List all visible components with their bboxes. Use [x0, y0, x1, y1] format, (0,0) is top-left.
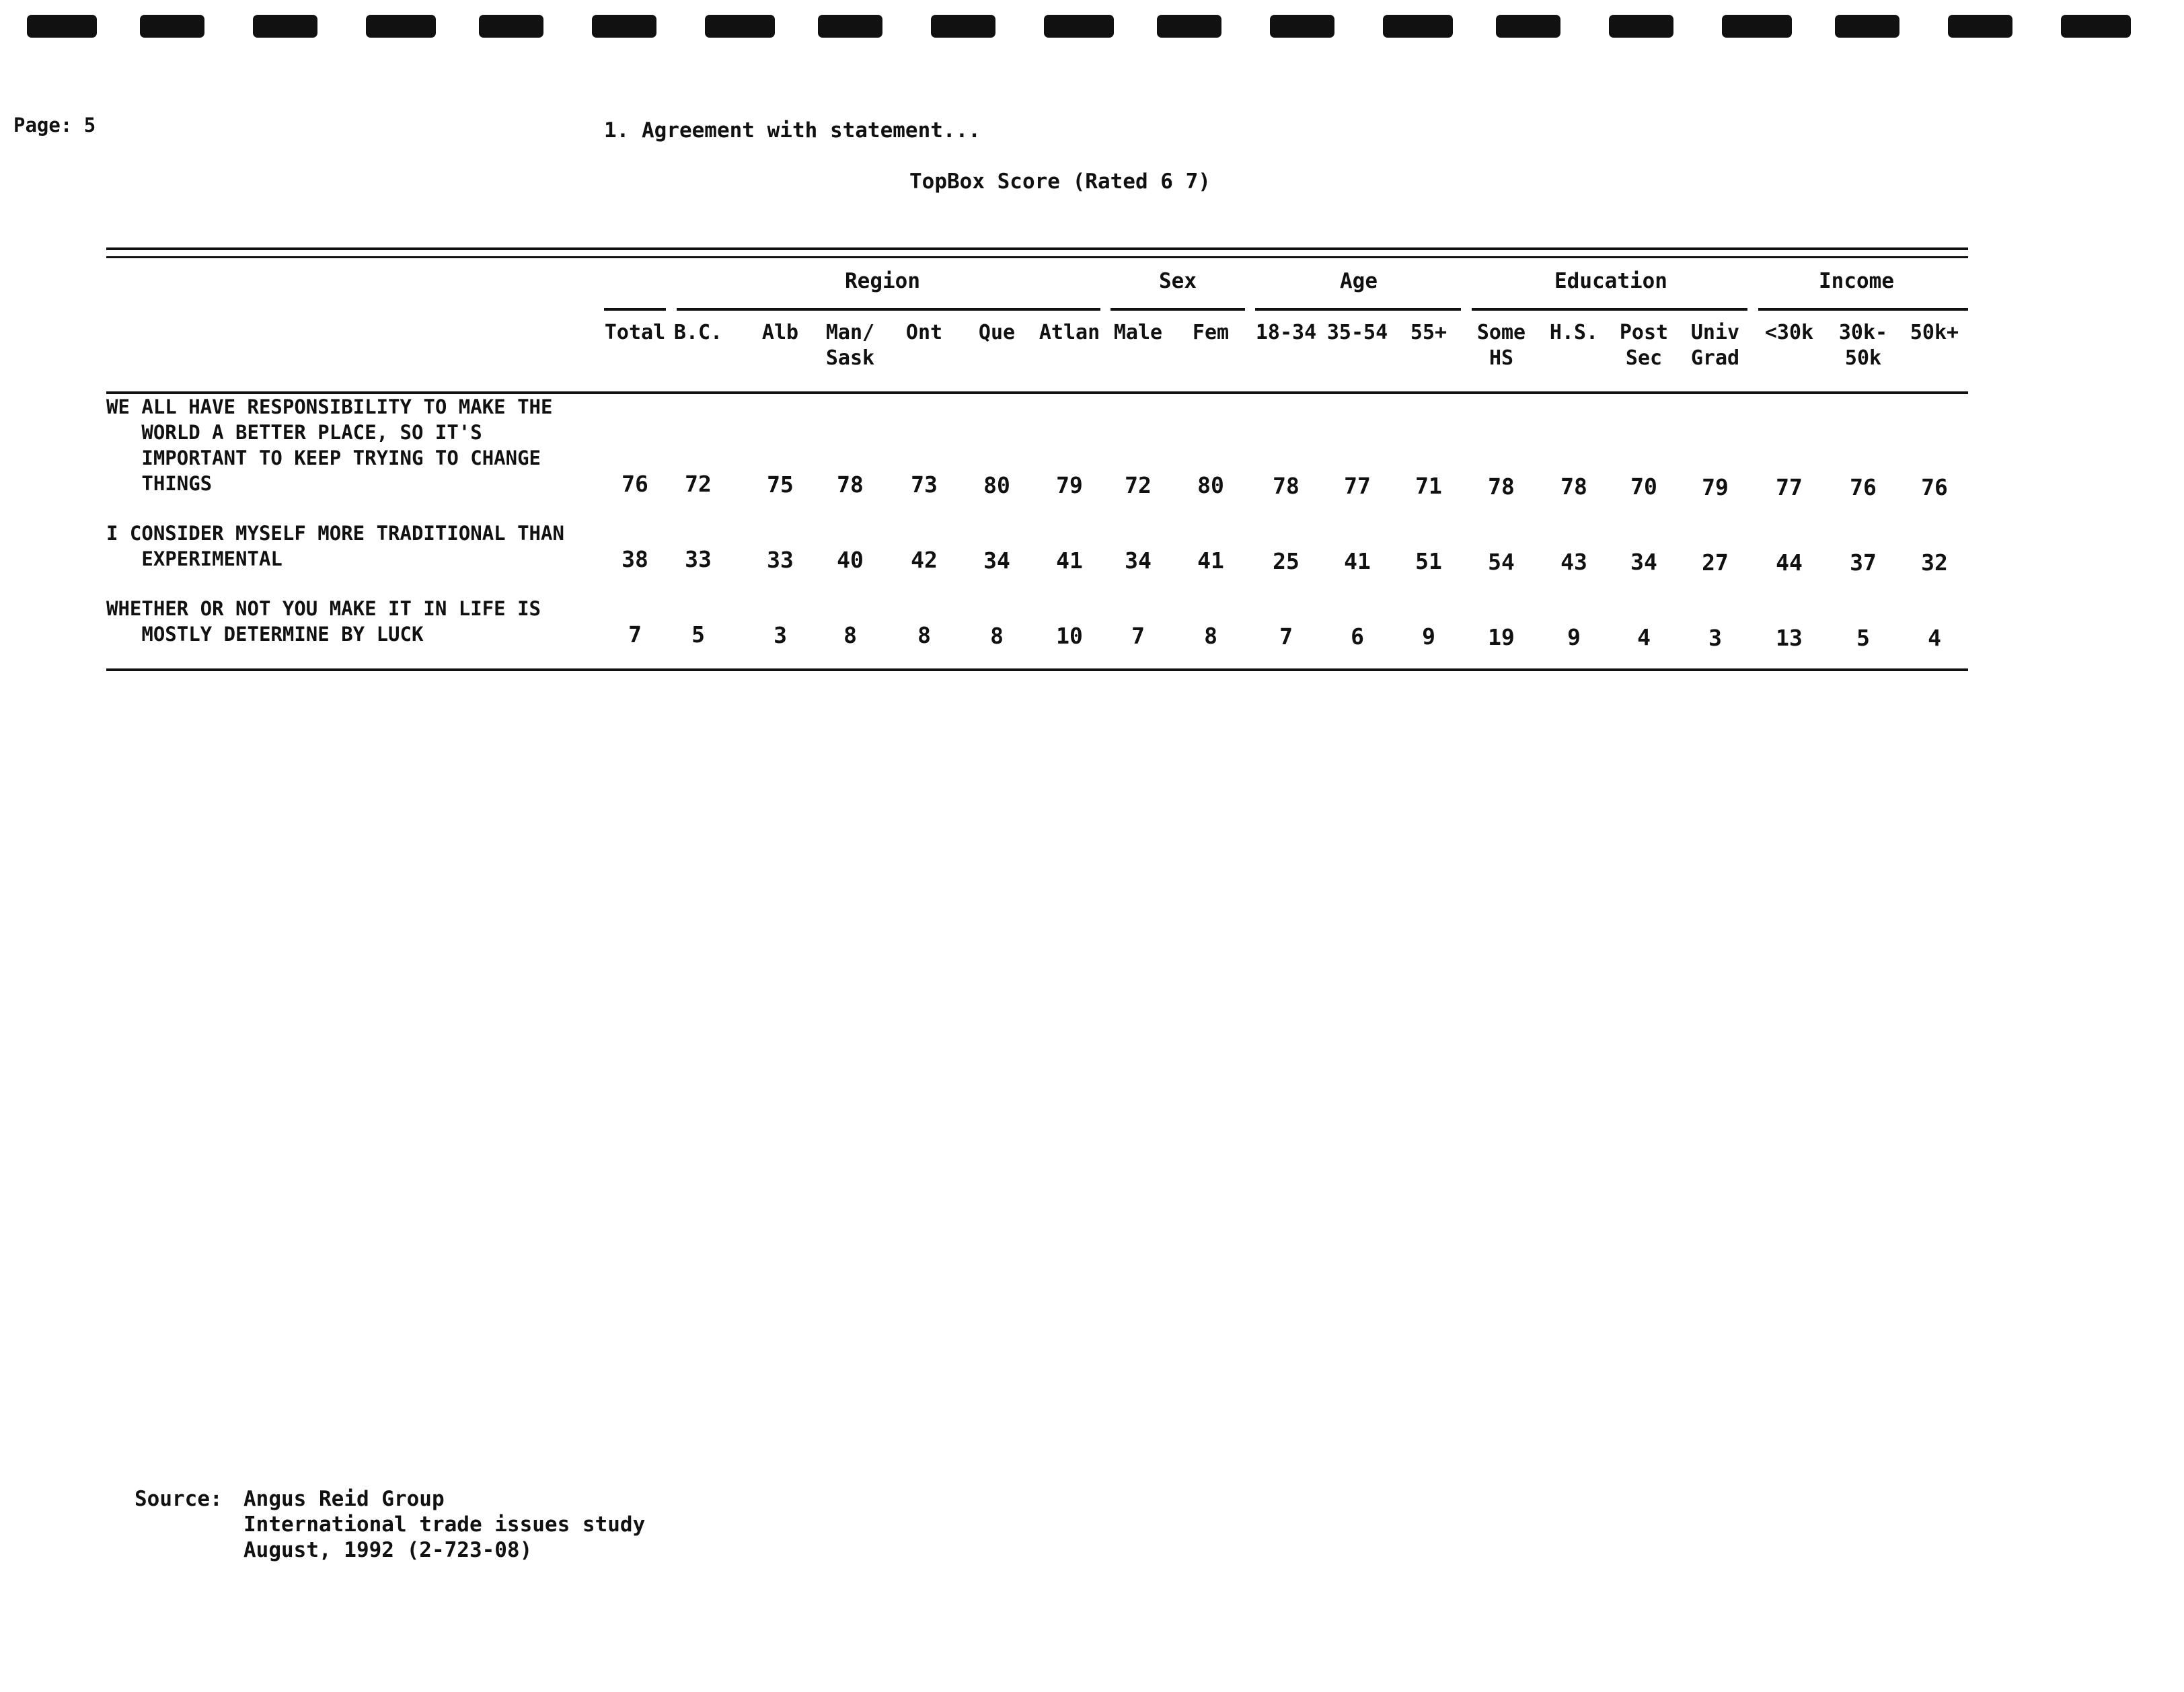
column-header: 55+ — [1410, 321, 1447, 344]
table-cell: 34 — [1630, 549, 1657, 575]
column-header: Ont — [905, 321, 943, 344]
source-line: International trade issues study — [243, 1512, 646, 1537]
table-cell: 8 — [990, 623, 1004, 649]
table-cell: 44 — [1776, 549, 1803, 576]
table-cell: 77 — [1344, 473, 1371, 499]
column-header: B.C. — [673, 321, 723, 344]
punch-hole — [1270, 15, 1334, 38]
table-cell: 4 — [1928, 625, 1941, 651]
column-header: <30k — [1764, 321, 1814, 344]
punch-hole — [1609, 15, 1673, 38]
education-underline — [1472, 308, 1747, 311]
table-cell: 73 — [911, 471, 938, 498]
column-header: Univ Grad — [1690, 321, 1740, 370]
table-cell: 78 — [837, 471, 864, 498]
table-cell: 32 — [1921, 549, 1948, 576]
table-cell: 72 — [1125, 472, 1152, 498]
source-line: August, 1992 (2-723-08) — [243, 1538, 533, 1562]
table-cell: 34 — [983, 547, 1010, 574]
punch-hole — [592, 15, 656, 38]
column-header: 50k+ — [1910, 321, 1959, 344]
column-header: Que — [978, 321, 1016, 344]
table-cell: 4 — [1637, 624, 1651, 650]
punch-hole — [2061, 15, 2131, 38]
table-cell: 71 — [1415, 473, 1442, 499]
table-cell: 41 — [1056, 547, 1083, 574]
punch-hole — [1383, 15, 1453, 38]
punch-hole — [1044, 15, 1114, 38]
source-lines — [243, 1486, 645, 1563]
group-label-region: Region — [845, 269, 920, 293]
punch-hole — [27, 15, 97, 38]
table-cell: 72 — [685, 471, 712, 497]
table-cell: 40 — [837, 547, 864, 573]
punch-hole — [1496, 15, 1560, 38]
table-bottom-rule — [106, 668, 1968, 671]
total-underline — [604, 308, 666, 311]
income-underline — [1758, 308, 1968, 311]
table-cell: 80 — [983, 472, 1010, 498]
table-top-rule-second — [106, 256, 1968, 258]
table-cell: 8 — [843, 622, 857, 648]
group-label-age: Age — [1340, 269, 1378, 293]
row-label: WE ALL HAVE RESPONSIBILITY TO MAKE THE WORLD A BETTER PLACE, SO IT'S IMPORTANT TO KEEP TRYING TO CHANGE THINGS — [106, 395, 553, 495]
table-cell: 34 — [1125, 547, 1152, 574]
question-title: 1. Agreement with statement... — [604, 118, 981, 143]
column-header: 18-34 — [1255, 321, 1317, 344]
punch-hole — [1835, 15, 1899, 38]
table-cell: 19 — [1488, 624, 1515, 650]
table-cell: 8 — [1204, 623, 1217, 649]
punch-hole — [931, 15, 995, 38]
table-cell: 10 — [1056, 623, 1083, 649]
sex-underline — [1110, 308, 1245, 311]
table-cell: 78 — [1273, 473, 1300, 499]
source-line: Angus Reid Group — [243, 1487, 445, 1511]
column-header: Alb — [761, 321, 799, 344]
table-cell: 42 — [911, 547, 938, 573]
column-header: Some HS — [1476, 321, 1526, 370]
column-header: 35-54 — [1326, 321, 1388, 344]
row-label: WHETHER OR NOT YOU MAKE IT IN LIFE IS MOSTLY DETERMINE BY LUCK — [106, 597, 541, 646]
table-cell: 79 — [1702, 474, 1729, 500]
table-cell: 41 — [1197, 547, 1224, 574]
table-cell: 27 — [1702, 549, 1729, 576]
punch-hole — [1948, 15, 2012, 38]
table-cell: 13 — [1776, 625, 1803, 651]
column-header: Fem — [1192, 321, 1230, 344]
table-cell: 7 — [628, 621, 642, 648]
age-underline — [1255, 308, 1461, 311]
table-cell: 33 — [685, 546, 712, 572]
table-cell: 37 — [1850, 549, 1877, 576]
table-subtitle: TopBox Score (Rated 6 7) — [909, 169, 1211, 194]
punch-hole — [1157, 15, 1221, 38]
table-cell: 7 — [1279, 623, 1293, 650]
table-cell: 41 — [1344, 548, 1371, 574]
table-cell: 25 — [1273, 548, 1300, 574]
table-cell: 9 — [1567, 624, 1581, 650]
table-cell: 6 — [1351, 623, 1364, 650]
column-header: Male — [1113, 321, 1163, 344]
column-header: Man/ Sask — [825, 321, 875, 370]
table-cell: 8 — [917, 622, 931, 648]
table-cell: 70 — [1630, 473, 1657, 500]
punch-hole — [253, 15, 317, 38]
table-cell: 9 — [1422, 623, 1435, 650]
table-cell: 7 — [1131, 623, 1145, 649]
table-cell: 78 — [1488, 473, 1515, 500]
table-cell: 78 — [1560, 473, 1587, 500]
punch-hole — [140, 15, 204, 38]
table-cell: 76 — [1921, 474, 1948, 500]
group-label-sex: Sex — [1159, 269, 1197, 293]
punch-hole — [705, 15, 775, 38]
group-label-education: Education — [1554, 269, 1667, 293]
group-label-income: Income — [1819, 269, 1894, 293]
table-cell: 80 — [1197, 472, 1224, 498]
page-label: Page: 5 — [13, 114, 96, 137]
table-cell: 77 — [1776, 474, 1803, 500]
table-cell: 3 — [774, 622, 787, 648]
table-cell: 51 — [1415, 548, 1442, 574]
table-cell: 76 — [1850, 474, 1877, 500]
table-cell: 43 — [1560, 549, 1587, 575]
column-header: H.S. — [1549, 321, 1599, 344]
punch-hole-strip — [27, 9, 2152, 43]
column-header: Atlan — [1039, 321, 1100, 344]
column-header: Post Sec — [1619, 321, 1669, 370]
table-cell: 75 — [767, 471, 794, 498]
table-cell: 76 — [622, 471, 648, 497]
punch-hole — [479, 15, 543, 38]
table-cell: 3 — [1708, 625, 1722, 651]
column-header: Total — [604, 321, 666, 344]
table-cell: 38 — [622, 546, 648, 572]
column-header: 30k- 50k — [1838, 321, 1888, 370]
table-cell: 5 — [691, 621, 705, 648]
row-label: I CONSIDER MYSELF MORE TRADITIONAL THAN EXPERIMENTAL — [106, 522, 564, 570]
table-cell: 5 — [1856, 625, 1870, 651]
punch-hole — [366, 15, 436, 38]
region-underline — [677, 308, 1100, 311]
table-cell: 33 — [767, 547, 794, 573]
table-cell: 79 — [1056, 472, 1083, 498]
punch-hole — [1722, 15, 1792, 38]
source-label: Source: — [135, 1487, 223, 1511]
table-top-rule — [106, 247, 1968, 250]
table-cell: 54 — [1488, 549, 1515, 575]
punch-hole — [818, 15, 882, 38]
